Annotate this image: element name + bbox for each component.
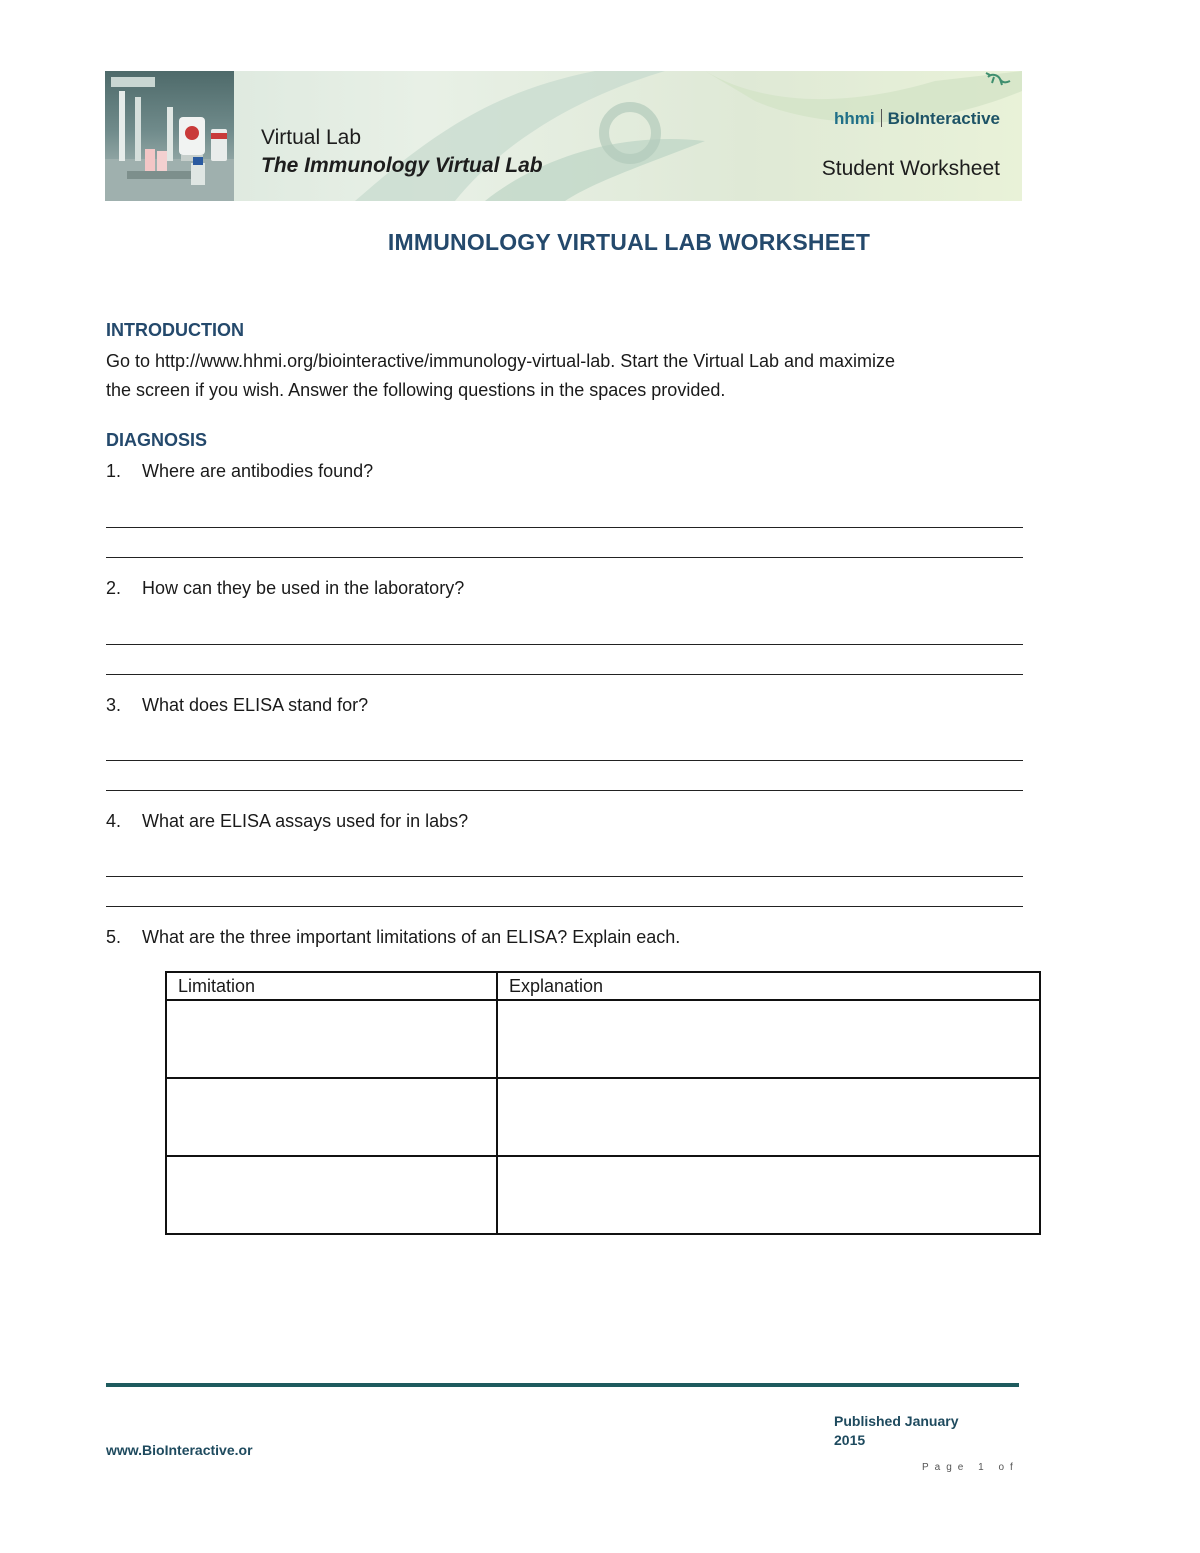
- answer-line-3b[interactable]: [106, 790, 1023, 791]
- published-line-1: Published January: [834, 1413, 959, 1429]
- explanation-cell[interactable]: [497, 1000, 1040, 1078]
- question-text: How can they be used in the laboratory?: [142, 578, 465, 598]
- question-text: Where are antibodies found?: [142, 461, 374, 481]
- limitation-cell[interactable]: [166, 1156, 497, 1234]
- question-number: 5.: [106, 927, 122, 947]
- introduction-heading: INTRODUCTION: [106, 320, 244, 340]
- header-banner: [105, 71, 1022, 201]
- question-number: 1.: [106, 461, 122, 481]
- answer-line-2a[interactable]: [106, 644, 1023, 645]
- question-text: What does ELISA stand for?: [142, 695, 369, 715]
- introduction-line-2: the screen if you wish. Answer the following questions in the spaces provided.: [106, 380, 726, 400]
- question-2: [106, 578, 464, 599]
- logo-brand-text: BioInteractive: [887, 109, 1000, 128]
- question-1: [106, 461, 373, 482]
- table-row: [166, 1000, 1040, 1078]
- table-header-row: [166, 972, 1040, 1000]
- table-row: [166, 1156, 1040, 1234]
- published-line-2: 2015: [834, 1432, 866, 1448]
- limitations-table: [165, 971, 1041, 1235]
- banner-subtitle: Virtual Lab: [261, 126, 362, 149]
- answer-line-3a[interactable]: [106, 760, 1023, 761]
- limitation-cell[interactable]: [166, 1078, 497, 1156]
- question-text: What are ELISA assays used for in labs?: [142, 811, 469, 831]
- introduction-line-1: Go to http://www.hhmi.org/biointeractive/immunology-virtual-lab. Start the Virtual Lab and maximize: [106, 351, 896, 371]
- document-title: IMMUNOLOGY VIRTUAL LAB WORKSHEET: [387, 229, 871, 255]
- answer-line-4a[interactable]: [106, 876, 1023, 877]
- hhmi-biointeractive-logo: [834, 89, 1000, 129]
- answer-line-1b[interactable]: [106, 557, 1023, 558]
- worksheet-label: Student Worksheet: [821, 157, 1000, 180]
- answer-line-4b[interactable]: [106, 906, 1023, 907]
- question-3: [106, 695, 368, 716]
- explanation-cell[interactable]: [497, 1078, 1040, 1156]
- question-text: What are the three important limitations of an ELISA? Explain each.: [142, 927, 681, 947]
- logo-divider: [881, 109, 882, 127]
- published-date: [834, 1412, 994, 1450]
- question-number: 2.: [106, 578, 122, 598]
- diagnosis-heading: DIAGNOSIS: [106, 430, 208, 450]
- question-4: [106, 811, 468, 832]
- question-5: [106, 927, 680, 948]
- lab-equipment-image: [105, 71, 234, 201]
- column-header-limitation: Limitation: [166, 972, 497, 1000]
- question-number: 3.: [106, 695, 122, 715]
- footer-divider: [106, 1383, 1019, 1387]
- banner-title: The Immunology Virtual Lab: [261, 154, 543, 177]
- lizard-icon: [984, 71, 1012, 93]
- answer-line-2b[interactable]: [106, 674, 1023, 675]
- answer-line-1a[interactable]: [106, 527, 1023, 528]
- limitation-cell[interactable]: [166, 1000, 497, 1078]
- logo-org-text: hhmi: [833, 109, 875, 128]
- footer-url-link[interactable]: www.BioInteractive.or: [106, 1442, 253, 1458]
- introduction-text: [106, 347, 1066, 405]
- explanation-cell[interactable]: [497, 1156, 1040, 1234]
- page-number: Page 1 of: [922, 1462, 1019, 1473]
- column-header-explanation: Explanation: [497, 972, 1040, 1000]
- question-number: 4.: [106, 811, 122, 831]
- table-row: [166, 1078, 1040, 1156]
